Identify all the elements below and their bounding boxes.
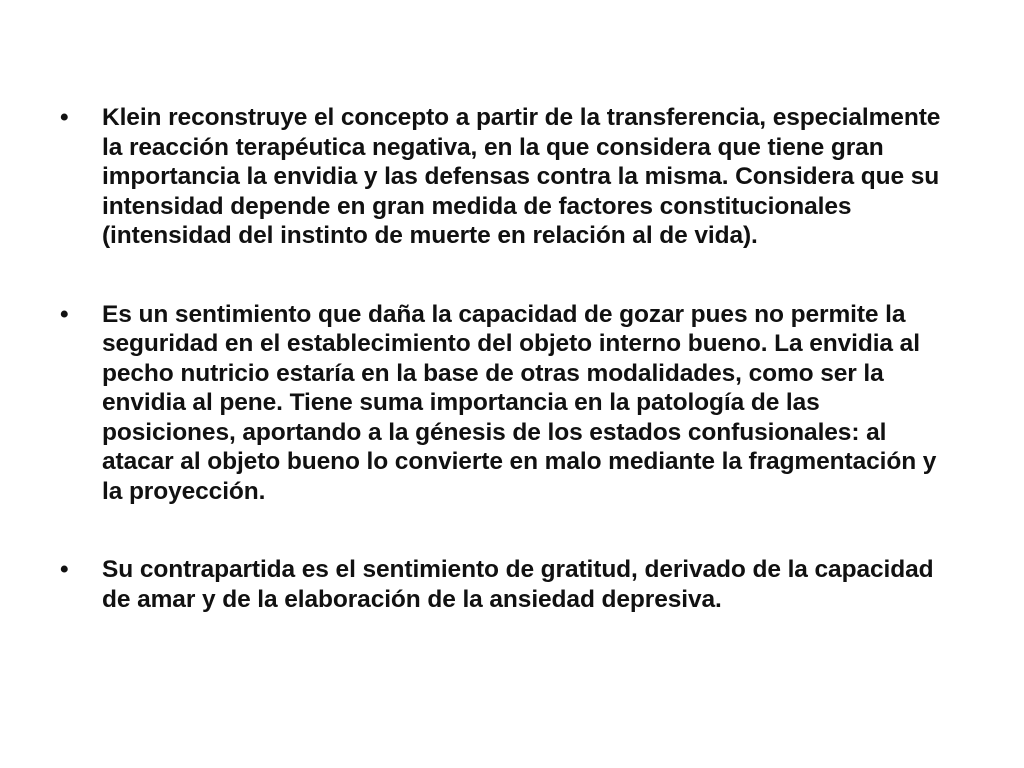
bullet-marker: • — [60, 104, 69, 131]
bullet-item-sentimiento — [60, 300, 960, 507]
bullet-item-klein — [60, 103, 960, 251]
bullet-list — [60, 103, 960, 614]
bullet-text: Es un sentimiento que daña la capacidad de gozar pues no permite la seguridad en el establecimiento del objeto interno bueno. La envidia al pecho nutricio estaría en la base de otras modalidades, como ser la envidia al pene. Tiene suma importancia en la patología de las posiciones, aportando a la génesis de los estados confusionales: al atacar al objeto bueno lo convierte en malo mediante la fragmentación y la proyección. — [102, 300, 937, 505]
bullet-text: Klein reconstruye el concepto a partir de la transferencia, especialmente la reacción terapéutica negativa, en la que considera que tiene gran importancia la envidia y las defensas contra la misma. Considera que su intensidad depende en gran medida de factores constitucionales (intensidad del instinto de muerte en relación al de vida). — [102, 104, 941, 249]
bullet-marker: • — [60, 556, 69, 583]
bullet-marker: • — [60, 300, 69, 328]
bullet-item-gratitud — [60, 555, 960, 614]
bullet-text: Su contrapartida es el sentimiento de gratitud, derivado de la capacidad de amar y de la elaboración de la ansiedad depresiva. — [102, 556, 934, 613]
